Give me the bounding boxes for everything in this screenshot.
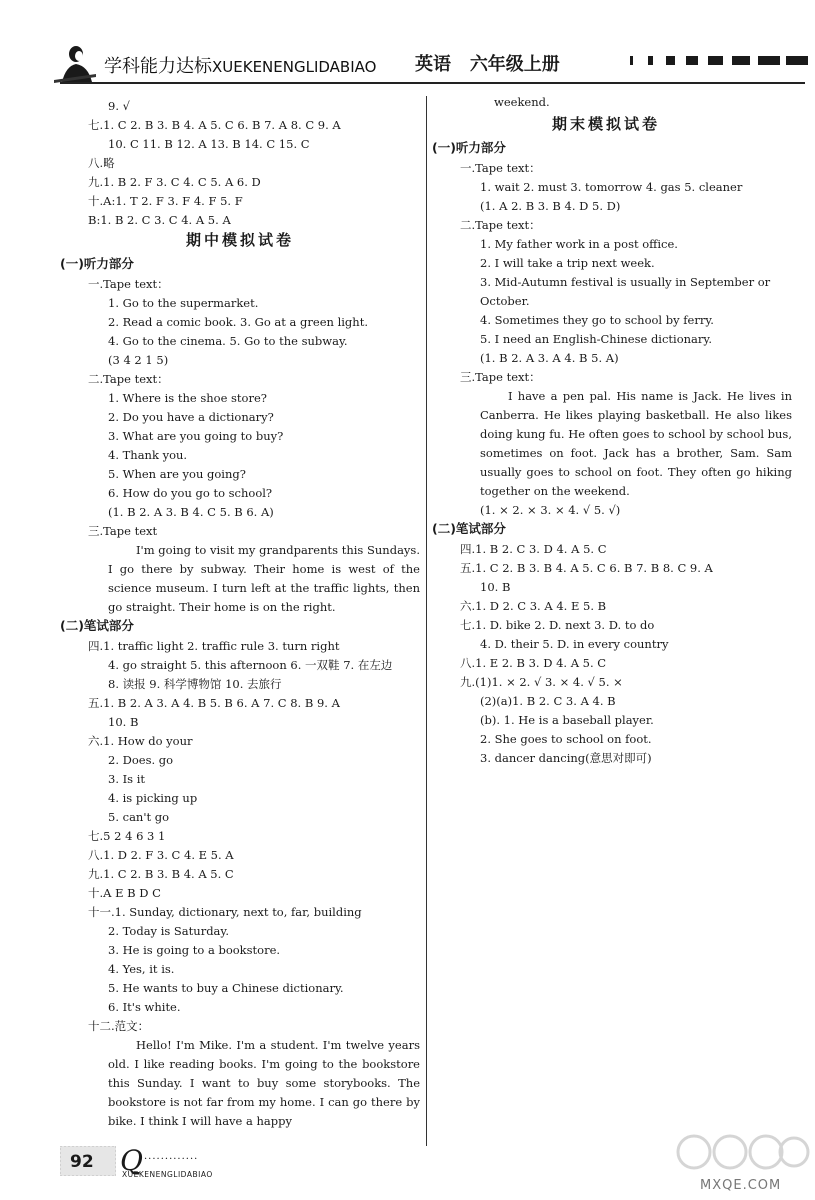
answer-line: 四.1. traffic light 2. traffic rule 3. turn right bbox=[88, 639, 340, 653]
answer-line: 1. wait 2. must 3. tomorrow 4. gas 5. cleaner bbox=[480, 180, 743, 194]
answer-line: 10. C 11. B 12. A 13. B 14. C 15. C bbox=[108, 137, 310, 151]
answer-line: 五.1. C 2. B 3. B 4. A 5. C 6. B 7. B 8. C 9. A bbox=[460, 561, 713, 575]
answer-line: October. bbox=[480, 294, 530, 308]
header-rule bbox=[60, 82, 805, 84]
answer-line: 十二.范文： bbox=[88, 1019, 150, 1033]
subject: 英语 bbox=[415, 54, 451, 75]
answer-line: B:1. B 2. C 3. C 4. A 5. A bbox=[88, 213, 231, 227]
answer-line: 1. My father work in a post office. bbox=[480, 237, 678, 251]
answer-line: 十.A E B D C bbox=[88, 886, 161, 900]
answer-line: 4. go straight 5. this afternoon 6. 一双鞋 7. 在左边 bbox=[108, 658, 393, 672]
answer-line: 3. Is it bbox=[108, 772, 146, 786]
answer-line: 四.1. B 2. C 3. D 4. A 5. C bbox=[460, 542, 607, 556]
answer-line: 十一.1. Sunday, dictionary, next to, far, building bbox=[88, 905, 362, 919]
answer-line: 3. He is going to a bookstore. bbox=[108, 943, 281, 957]
answer-line: 3. dancer dancing(意思对即可) bbox=[480, 751, 652, 765]
answer-line: 三.Tape text bbox=[88, 524, 158, 538]
column-divider bbox=[426, 96, 427, 1146]
answer-line: 4. D. their 5. D. in every country bbox=[480, 637, 669, 651]
answer-line: (2)(a)1. B 2. C 3. A 4. B bbox=[480, 694, 616, 708]
answer-line: (1. B 2. A 3. B 4. C 5. B 6. A) bbox=[108, 505, 274, 519]
answer-line: (1. B 2. A 3. A 4. B 5. A) bbox=[480, 351, 619, 365]
answer-line: 1. Where is the shoe store? bbox=[108, 391, 267, 405]
answer-line: 十.A:1. T 2. F 3. F 4. F 5. F bbox=[88, 194, 243, 208]
footer-logo-letter: Q bbox=[120, 1144, 143, 1177]
answer-line: 九.(1)1. × 2. √ 3. × 4. √ 5. × bbox=[460, 675, 623, 689]
answer-line: 九.1. C 2. B 3. B 4. A 5. C bbox=[88, 867, 234, 881]
answer-line: 一.Tape text： bbox=[460, 161, 541, 175]
answer-line: 9. √ bbox=[108, 99, 130, 113]
tape-text-paragraph: I'm going to visit my grandparents this Sundays. I go there by subway. Their home is west of the science museum. I turn left at the traffic lights, then go straight. Their home is on the right. bbox=[108, 543, 420, 614]
answer-line: (b). 1. He is a baseball player. bbox=[480, 713, 654, 727]
answer-line: 三.Tape text： bbox=[460, 370, 541, 384]
answer-line: (1. A 2. B 3. B 4. D 5. D) bbox=[480, 199, 621, 213]
answer-line: 二.Tape text： bbox=[88, 372, 169, 386]
subject-title bbox=[415, 50, 560, 76]
answer-line: 八.1. D 2. F 3. C 4. E 5. A bbox=[88, 848, 234, 862]
brand-latin: XUEKENENGLIDABIAO bbox=[212, 58, 377, 76]
answer-line: 2. Read a comic book. 3. Go at a green light. bbox=[108, 315, 368, 329]
final-exam-title: 期末模拟试卷 bbox=[552, 115, 661, 133]
answer-line: 八.1. E 2. B 3. D 4. A 5. C bbox=[460, 656, 607, 670]
answer-line: 二.Tape text： bbox=[460, 218, 541, 232]
answer-line: 5. He wants to buy a Chinese dictionary. bbox=[108, 981, 344, 995]
answer-line: 2. Today is Saturday. bbox=[108, 924, 230, 938]
answer-line: 2. I will take a trip next week. bbox=[480, 256, 655, 270]
written-section-title: (二)笔试部分 bbox=[432, 521, 506, 536]
answer-line: (3 4 2 1 5) bbox=[108, 353, 169, 367]
answer-line: 六.1. D 2. C 3. A 4. E 5. B bbox=[460, 599, 607, 613]
answer-line: 10. B bbox=[108, 715, 139, 729]
answer-line: 6. It's white. bbox=[108, 1000, 181, 1014]
answer-line: 4. is picking up bbox=[108, 791, 198, 805]
written-section-title: (二)笔试部分 bbox=[60, 618, 134, 633]
answer-line: 6. How do you go to school? bbox=[108, 486, 273, 500]
answer-line: 1. Go to the supermarket. bbox=[108, 296, 259, 310]
footer-brand: XUEKENENGLIDABIAO bbox=[122, 1170, 213, 1179]
sample-essay-paragraph: Hello! I'm Mike. I'm a student. I'm twelve years old. I like reading books. I'm going to the bookstore this Sunday. I want to buy some storybooks. The bookstore is not far from my home. I can go there by bike. I think I will have a happy bbox=[108, 1038, 420, 1128]
grade: 六年级上册 bbox=[469, 54, 560, 75]
answer-line: 六.1. How do your bbox=[88, 734, 193, 748]
answer-line: 七.1. D. bike 2. D. next 3. D. to do bbox=[460, 618, 655, 632]
header-decoration-bars bbox=[620, 50, 815, 74]
page-header bbox=[0, 0, 815, 90]
answer-line: 4. Yes, it is. bbox=[108, 962, 175, 976]
page-number: 92 bbox=[70, 1152, 94, 1172]
answer-line: 3. What are you going to buy? bbox=[108, 429, 284, 443]
answer-line: 七.5 2 4 6 3 1 bbox=[88, 829, 166, 843]
answer-line: 4. Thank you. bbox=[108, 448, 188, 462]
answer-line: 5. I need an English-Chinese dictionary. bbox=[480, 332, 713, 346]
brand-cn: 学科能力达标 bbox=[104, 56, 212, 77]
essay-continuation: weekend. bbox=[494, 95, 550, 109]
answer-line: 8. 读报 9. 科学博物馆 10. 去旅行 bbox=[108, 677, 282, 691]
watermark-text: MXQE.COM bbox=[700, 1178, 782, 1193]
listening-section-title: (一)听力部分 bbox=[432, 140, 506, 155]
listening-section-title: (一)听力部分 bbox=[60, 256, 134, 271]
answer-line: 4. Sometimes they go to school by ferry. bbox=[480, 313, 714, 327]
answer-line: 九.1. B 2. F 3. C 4. C 5. A 6. D bbox=[88, 175, 261, 189]
page-footer bbox=[60, 1140, 360, 1180]
answer-line: 七.1. C 2. B 3. B 4. A 5. C 6. B 7. A 8. C 9. A bbox=[88, 118, 341, 132]
answer-line: 10. B bbox=[480, 580, 511, 594]
answer-line: 5. When are you going? bbox=[108, 467, 246, 481]
footer-dots: ············· bbox=[144, 1154, 199, 1165]
answer-line: (1. × 2. × 3. × 4. √ 5. √) bbox=[480, 503, 621, 517]
answer-line: 2. She goes to school on foot. bbox=[480, 732, 652, 746]
answer-line: 5. can't go bbox=[108, 810, 170, 824]
answer-line: 4. Go to the cinema. 5. Go to the subway. bbox=[108, 334, 348, 348]
answer-line: 3. Mid-Autumn festival is usually in September or bbox=[480, 275, 771, 289]
answer-line: 五.1. B 2. A 3. A 4. B 5. B 6. A 7. C 8. B 9. A bbox=[88, 696, 340, 710]
student-figure-icon bbox=[52, 44, 98, 84]
answer-line: 一.Tape text： bbox=[88, 277, 169, 291]
midterm-title: 期中模拟试卷 bbox=[186, 231, 295, 249]
tape-text-paragraph: I have a pen pal. His name is Jack. He lives in Canberra. He likes playing basketball. He also likes doing kung fu. He often goes to school by school bus, sometimes on foot. Jack has a brother, Sam. Sam usually goes to school on foot. They often go hiking together on the weekend. bbox=[480, 389, 792, 498]
answer-line: 八.略 bbox=[88, 156, 115, 170]
answer-line: 2. Do you have a dictionary? bbox=[108, 410, 274, 424]
brand-title bbox=[104, 52, 376, 78]
answer-line: 2. Does. go bbox=[108, 753, 174, 767]
